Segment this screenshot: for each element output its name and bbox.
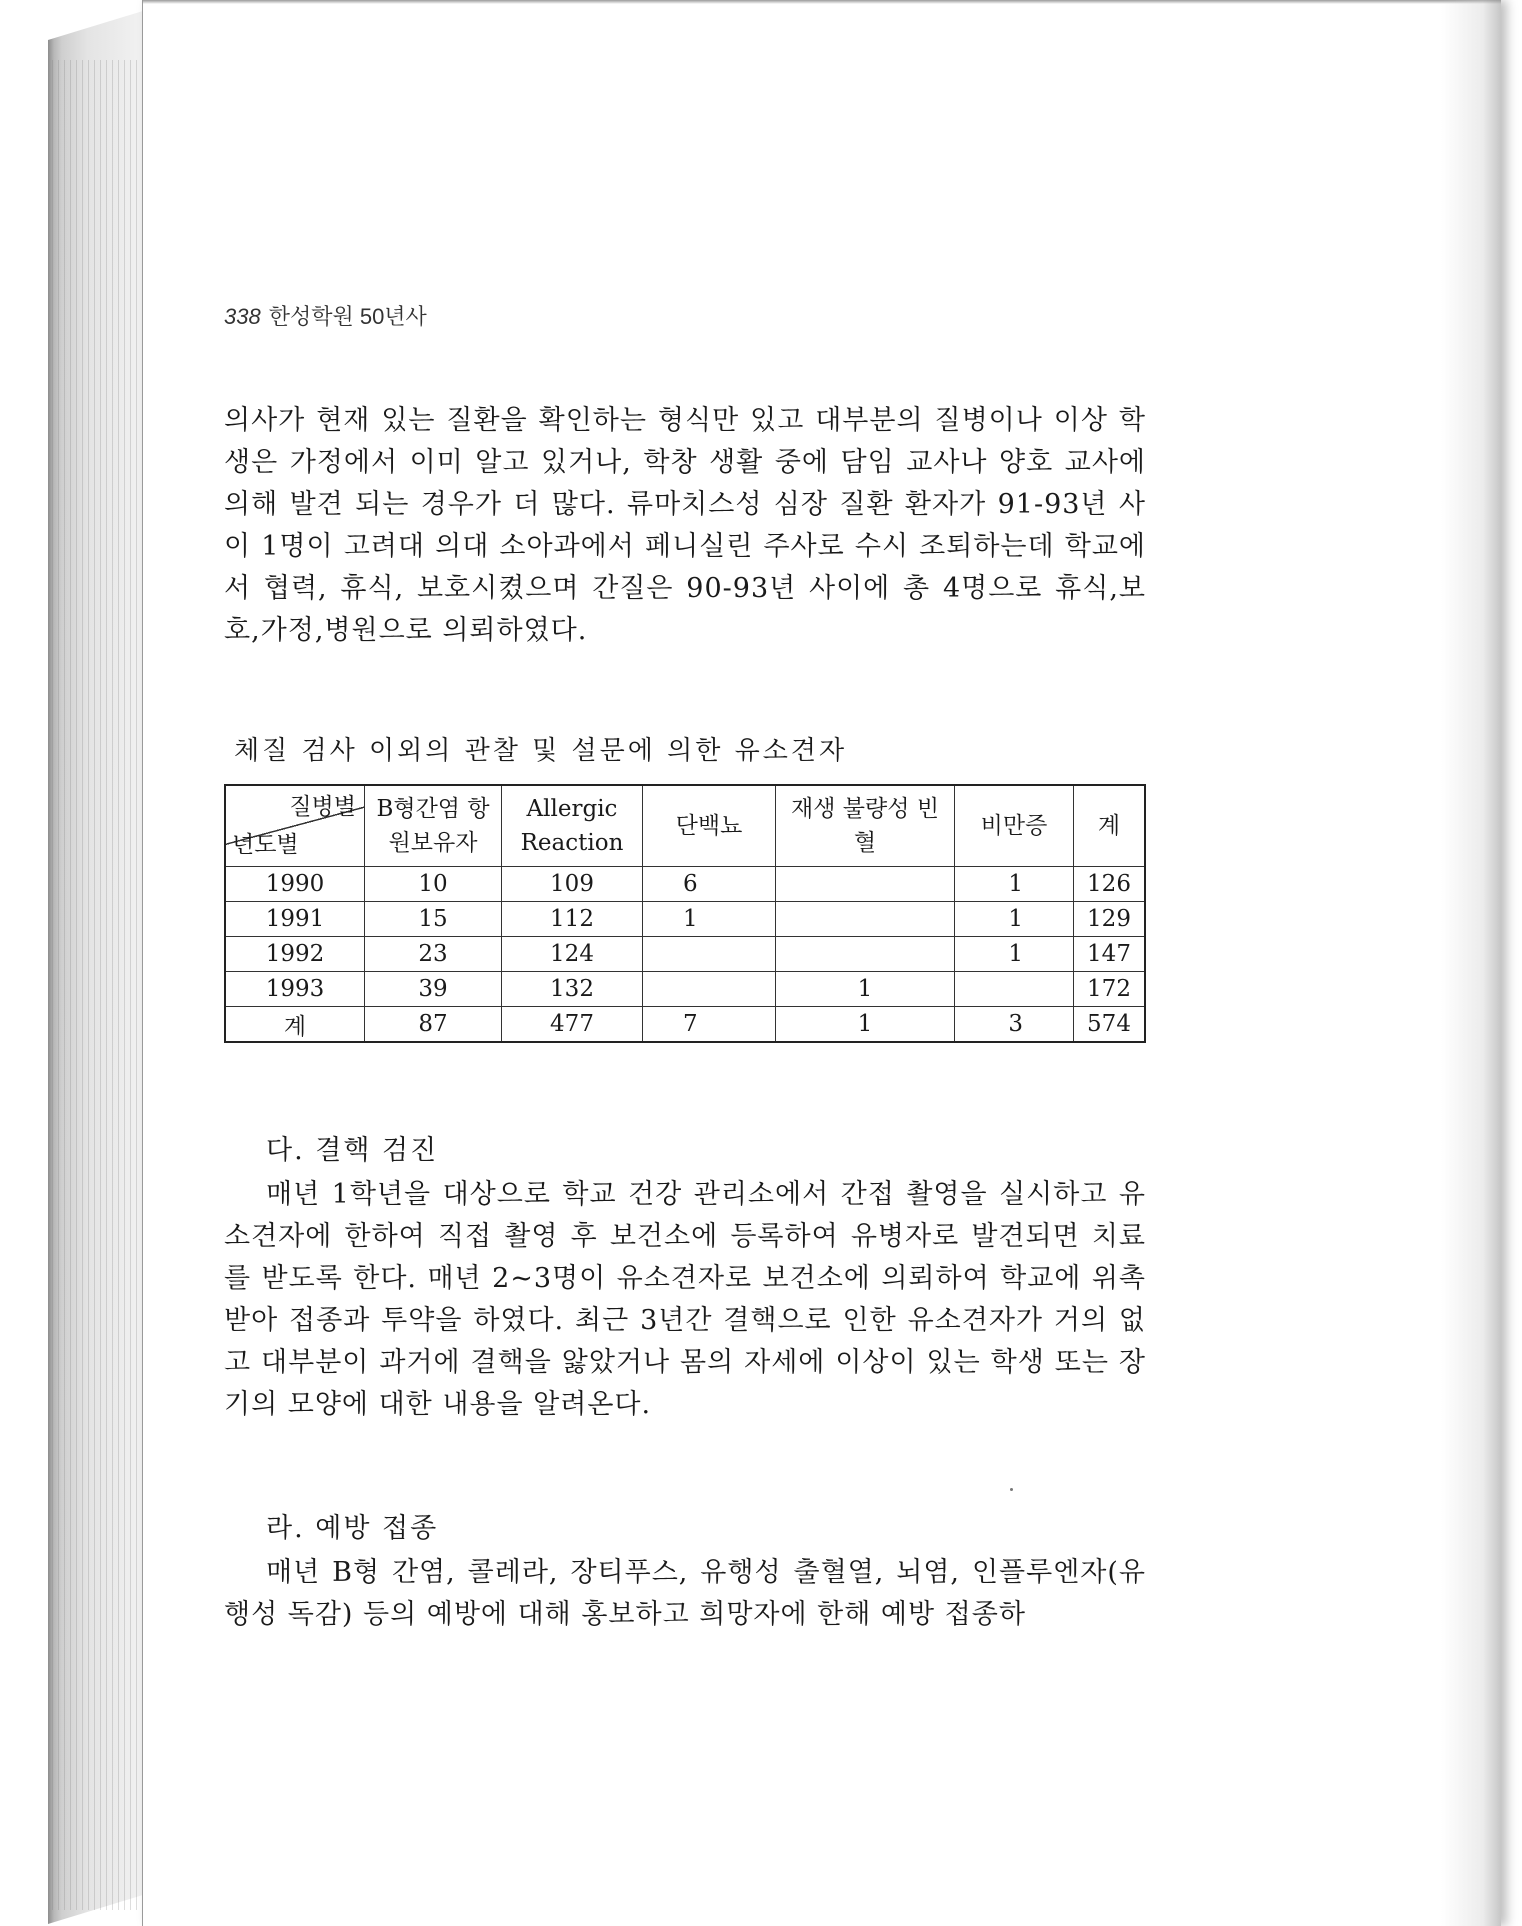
running-head	[224, 300, 427, 331]
cell-proteinuria: 7	[643, 1007, 776, 1043]
book-page-edge-lines	[52, 60, 142, 1910]
book-title: 한성학원 50년사	[268, 304, 427, 329]
cell-total: 126	[1074, 867, 1146, 902]
table-row	[225, 902, 1145, 937]
findings-table	[224, 784, 1146, 1043]
cell-total: 129	[1074, 902, 1146, 937]
cell-year: 1991	[225, 902, 365, 937]
cell-proteinuria	[643, 972, 776, 1007]
cell-hepatitis-b: 10	[365, 867, 502, 902]
cell-year: 1993	[225, 972, 365, 1007]
cell-hepatitis-b: 39	[365, 972, 502, 1007]
cell-hepatitis-b: 15	[365, 902, 502, 937]
table-corner-cell	[225, 785, 365, 867]
cell-allergic: 109	[502, 867, 643, 902]
page-top-fold	[143, 0, 1501, 4]
header-proteinuria: 단백뇨	[643, 785, 776, 867]
table-row	[225, 937, 1145, 972]
cell-proteinuria	[643, 937, 776, 972]
header-aplastic-anemia: 재생 불량성 빈혈	[776, 785, 955, 867]
cell-proteinuria: 1	[643, 902, 776, 937]
cell-hepatitis-b: 87	[365, 1007, 502, 1043]
page-right-shadow	[1441, 0, 1501, 1926]
paragraph-vaccination: 매년 B형 간염, 콜레라, 장티푸스, 유행성 출혈열, 뇌염, 인플루엔자(유행성 독감) 등의 예방에 대해 홍보하고 희망자에 한해 예방 접종하	[224, 1557, 1146, 1630]
header-allergic-reaction: Allergic Reaction	[502, 785, 643, 867]
cell-obesity: 1	[955, 867, 1074, 902]
cell-total: 147	[1074, 937, 1146, 972]
page-number: 338	[224, 304, 261, 329]
cell-anemia: 1	[776, 972, 955, 1007]
cell-hepatitis-b: 23	[365, 937, 502, 972]
cell-anemia: 1	[776, 1007, 955, 1043]
header-hepatitis-b: B형간염 항원보유자	[365, 785, 502, 867]
cell-allergic: 124	[502, 937, 643, 972]
section-heading-tuberculosis: 다. 결핵 검진	[266, 1135, 439, 1166]
table-total-row	[225, 1007, 1145, 1043]
cell-anemia	[776, 937, 955, 972]
cell-proteinuria: 6	[643, 867, 776, 902]
cell-allergic: 132	[502, 972, 643, 1007]
cell-anemia	[776, 902, 955, 937]
header-obesity: 비만증	[955, 785, 1074, 867]
cell-year: 계	[225, 1007, 365, 1043]
table-title: 체질 검사 이외의 관찰 및 설문에 의한 유소견자	[234, 736, 848, 766]
cell-year: 1990	[225, 867, 365, 902]
cell-total: 574	[1074, 1007, 1146, 1043]
cell-obesity: 1	[955, 937, 1074, 972]
header-total: 계	[1074, 785, 1146, 867]
scan-speck	[1010, 1488, 1013, 1491]
table-row	[225, 867, 1145, 902]
cell-obesity: 1	[955, 902, 1074, 937]
cell-year: 1992	[225, 937, 365, 972]
cell-anemia	[776, 867, 955, 902]
cell-total: 172	[1074, 972, 1146, 1007]
cell-obesity: 3	[955, 1007, 1074, 1043]
paragraph-medical-exam: 의사가 현재 있는 질환을 확인하는 형식만 있고 대부분의 질병이나 이상 학생은 가정에서 이미 알고 있거나, 학창 생활 중에 담임 교사나 양호 교사에 의해 발견 되는 경우가 더 많다. 류마치스성 심장 질환 환자가 91-93년 사이 1명이 고려대 의대 소아과에서 페니실린 주사로 수시 조퇴하는데 학교에서 협력, 휴식, 보호시켰으며 간질은 90-93년 사이에 총 4명으로 휴식,보호,가정,병원으로 의뢰하였다.	[224, 405, 1146, 646]
cell-allergic: 477	[502, 1007, 643, 1043]
cell-allergic: 112	[502, 902, 643, 937]
section-heading-vaccination: 라. 예방 접종	[266, 1513, 439, 1544]
corner-label-disease: 질병별	[289, 794, 356, 820]
table-header-row	[225, 785, 1145, 867]
table-row	[225, 972, 1145, 1007]
corner-label-year: 년도별	[232, 832, 299, 858]
paragraph-tuberculosis: 매년 1학년을 대상으로 학교 건강 관리소에서 간접 촬영을 실시하고 유소견자에 한하여 직접 촬영 후 보건소에 등록하여 유병자로 발견되면 치료를 받도록 한다. 매년 2~3명이 유소견자로 보건소에 의뢰하여 학교에 위촉 받아 접종과 투약을 하였다. 최근 3년간 결핵으로 인한 유소견자가 거의 없고 대부분이 과거에 결핵을 앓았거나 몸의 자세에 이상이 있는 학생 또는 장기의 모양에 대한 내용을 알려온다.	[224, 1179, 1146, 1420]
cell-obesity	[955, 972, 1074, 1007]
